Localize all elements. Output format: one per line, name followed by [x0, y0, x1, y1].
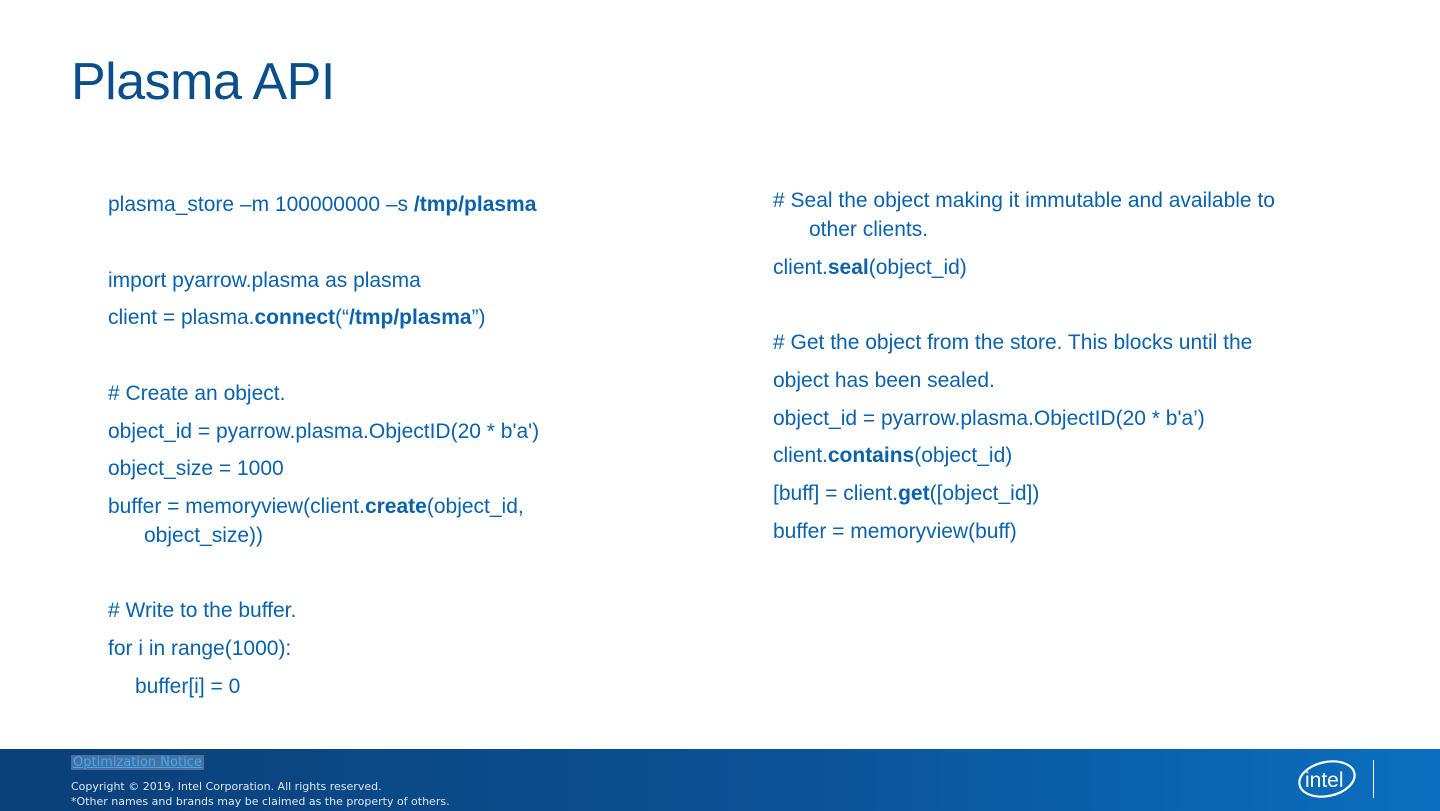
code-keyword: create — [364, 495, 427, 518]
code-text: # Write to the buffer. — [108, 599, 297, 622]
code-line — [773, 444, 1012, 468]
code-text: buffer = memoryview(client. — [108, 495, 365, 518]
code-line — [773, 407, 1205, 431]
code-keyword: /tmp/plasma — [413, 193, 537, 216]
code-text: other clients. — [809, 218, 929, 241]
intel-logo-icon — [1296, 758, 1358, 800]
code-keyword: seal — [827, 256, 869, 279]
code-line — [108, 637, 291, 661]
code-text: [buff] = client. — [773, 482, 899, 505]
code-text: object has been sealed. — [773, 369, 995, 392]
code-text: (object_id) — [914, 444, 1013, 467]
code-line — [108, 193, 536, 217]
copyright-text: Copyright © 2019, Intel Corporation. All rights reserved. — [71, 780, 382, 793]
code-text: client. — [773, 256, 828, 279]
code-keyword: connect — [254, 306, 336, 329]
code-line — [773, 482, 1039, 506]
code-text: # Create an object. — [108, 382, 286, 405]
code-text: plasma_store –m 100000000 –s — [108, 193, 414, 216]
code-line — [108, 269, 421, 293]
code-text: (object_id, — [426, 495, 524, 518]
code-keyword: /tmp/plasma — [349, 306, 472, 329]
code-text: buffer[i] = 0 — [135, 675, 241, 698]
code-text: object_id = pyarrow.plasma.ObjectID(20 * b'a') — [108, 420, 540, 443]
code-line — [108, 524, 263, 548]
code-line — [108, 457, 284, 481]
code-text: (object_id) — [868, 256, 967, 279]
footer-bar — [0, 749, 1440, 811]
slide-title: Plasma API — [71, 53, 335, 111]
code-line — [108, 306, 486, 330]
intel-logo-text: intel — [1305, 769, 1344, 792]
optimization-notice-link[interactable]: Optimization Notice — [73, 755, 202, 770]
code-line — [108, 382, 285, 406]
legal-text — [71, 779, 450, 809]
code-text: client. — [773, 444, 828, 467]
code-text: (“ — [335, 306, 350, 329]
code-text: # Seal the object making it immutable and available to — [773, 189, 1275, 212]
code-line — [773, 256, 967, 280]
code-line — [773, 218, 928, 242]
code-text: # Get the object from the store. This blocks until the — [773, 331, 1253, 354]
logo-divider — [1373, 760, 1374, 798]
code-line — [108, 675, 240, 699]
code-text: object_id = pyarrow.plasma.ObjectID(20 * b'a’) — [773, 407, 1205, 430]
code-text: ”) — [471, 306, 486, 329]
code-keyword: contains — [827, 444, 915, 467]
code-line — [108, 599, 296, 623]
code-text: object_size)) — [144, 524, 264, 547]
code-line — [773, 189, 1275, 213]
code-text: ([object_id]) — [929, 482, 1040, 505]
code-text: buffer = memoryview(buff) — [773, 520, 1017, 543]
code-text: client = plasma. — [108, 306, 255, 329]
code-text: for i in range(1000): — [108, 637, 292, 660]
other-names-text: *Other names and brands may be claimed as the property of others. — [71, 795, 450, 808]
code-text: object_size = 1000 — [108, 457, 284, 480]
code-keyword: get — [898, 482, 930, 505]
code-line — [773, 520, 1017, 544]
code-line — [773, 369, 995, 393]
code-line — [108, 420, 539, 444]
code-line — [108, 495, 524, 519]
code-line — [773, 331, 1252, 355]
code-text: import pyarrow.plasma as plasma — [108, 269, 421, 292]
